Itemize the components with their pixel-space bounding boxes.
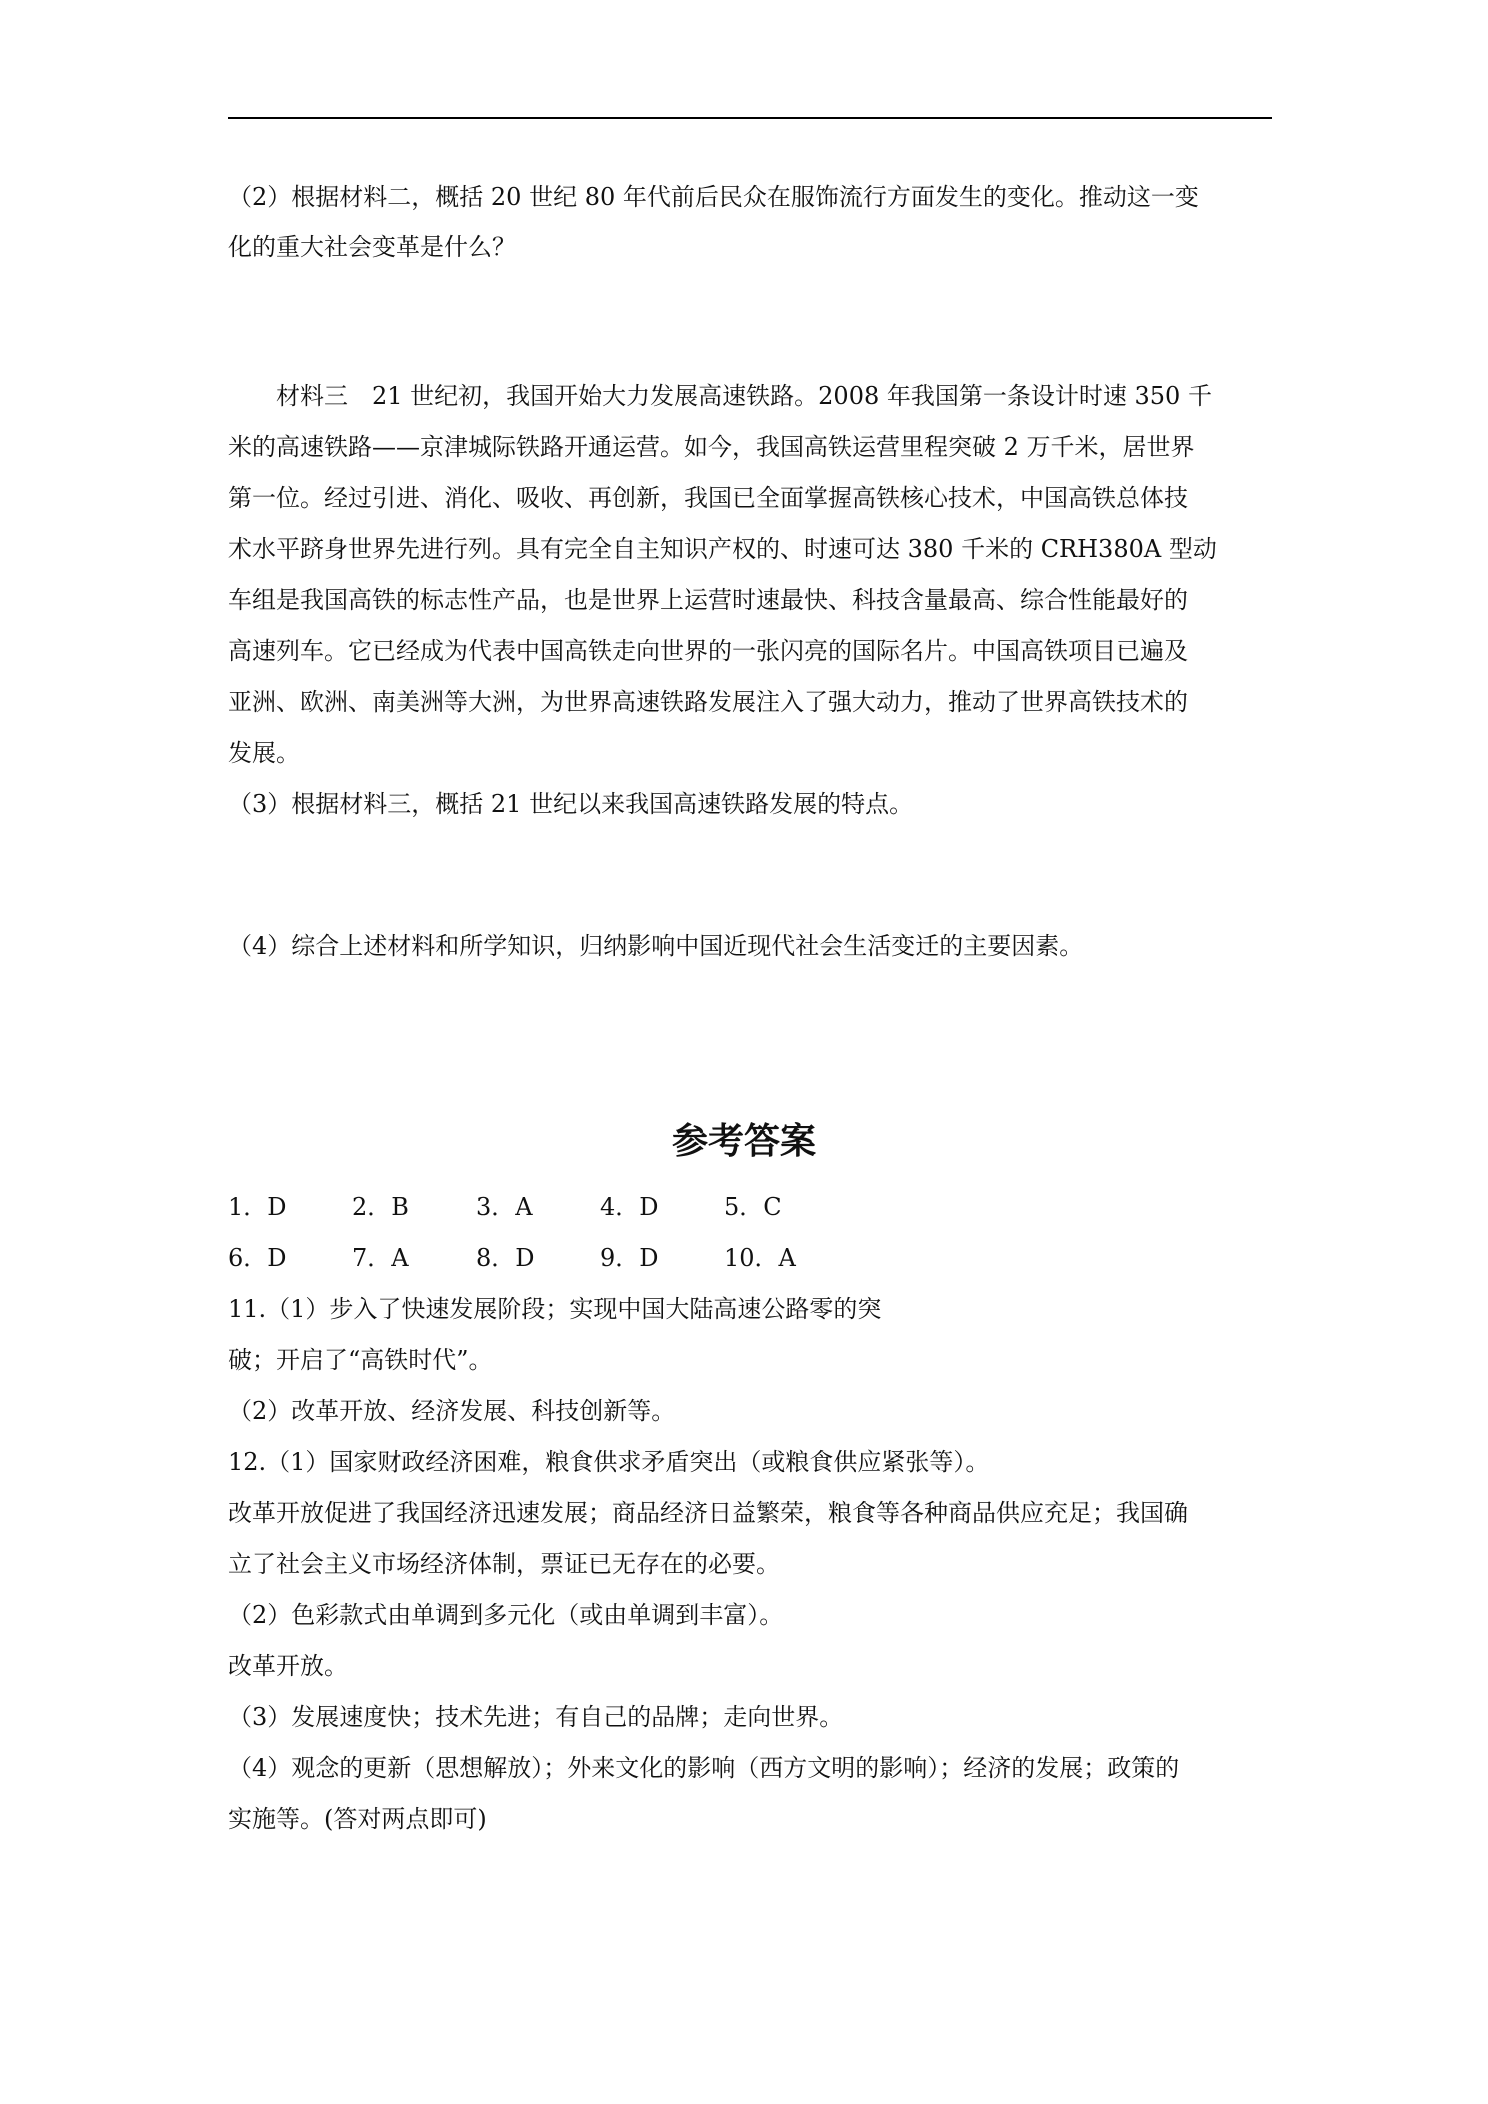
material-3-line-7: 亚洲、欧洲、南美洲等大洲，为世界高速铁路发展注入了强大动力，推动了世界高铁技术的 <box>228 688 1188 716</box>
material-3-line-2: 米的高速铁路——京津城际铁路开通运营。如今，我国高铁运营里程突破 2 万千米，居世界 <box>228 433 1195 461</box>
choice-answers-row-2 <box>228 1241 1272 1275</box>
header-rule <box>228 117 1272 119</box>
answer-line: 改革开放促进了我国经济迅速发展；商品经济日益繁荣，粮食等各种商品供应充足；我国确 <box>228 1499 1188 1527</box>
answer-line: 破；开启了“高铁时代”。 <box>228 1346 493 1374</box>
choice-answer: 2．B <box>352 1193 409 1221</box>
material-3-line-8: 发展。 <box>228 739 300 767</box>
choice-answer: 6．D <box>228 1244 287 1272</box>
choice-answers-row-1 <box>228 1190 1272 1224</box>
choice-answer: 3．A <box>476 1193 533 1221</box>
answer-line: （2）改革开放、经济发展、科技创新等。 <box>228 1397 676 1425</box>
answer-line: 实施等。(答对两点即可) <box>228 1805 487 1833</box>
question-2-line-2: 化的重大社会变革是什么？ <box>228 233 516 261</box>
choice-answer: 4．D <box>600 1193 659 1221</box>
question-2-line-1: （2）根据材料二，概括 20 世纪 80 年代前后民众在服饰流行方面发生的变化。推动这一变 <box>228 183 1199 211</box>
choice-answer: 1．D <box>228 1193 287 1221</box>
question-3: （3）根据材料三，概括 21 世纪以来我国高速铁路发展的特点。 <box>228 790 914 818</box>
answer-line: 11.（1）步入了快速发展阶段；实现中国大陆高速公路零的突 <box>228 1295 882 1323</box>
material-3-line-6: 高速列车。它已经成为代表中国高铁走向世界的一张闪亮的国际名片。中国高铁项目已遍及 <box>228 637 1188 665</box>
answer-line: （3）发展速度快；技术先进；有自己的品牌；走向世界。 <box>228 1703 844 1731</box>
question-4: （4）综合上述材料和所学知识，归纳影响中国近现代社会生活变迁的主要因素。 <box>228 932 1084 960</box>
answer-line: 立了社会主义市场经济体制，票证已无存在的必要。 <box>228 1550 780 1578</box>
answer-line: （2）色彩款式由单调到多元化（或由单调到丰富）。 <box>228 1601 784 1629</box>
material-3-line-3: 第一位。经过引进、消化、吸收、再创新，我国已全面掌握高铁核心技术，中国高铁总体技 <box>228 484 1188 512</box>
choice-answer: 10．A <box>724 1244 796 1272</box>
choice-answer: 9．D <box>600 1244 659 1272</box>
choice-answer: 7．A <box>352 1244 409 1272</box>
material-3-line-5: 车组是我国高铁的标志性产品，也是世界上运营时速最快、科技含量最高、综合性能最好的 <box>228 586 1188 614</box>
answer-title: 参考答案 <box>671 1121 816 1162</box>
answer-line: 改革开放。 <box>228 1652 348 1680</box>
choice-answer: 5．C <box>724 1193 782 1221</box>
answer-line: （4）观念的更新（思想解放）；外来文化的影响（西方文明的影响）；经济的发展；政策的 <box>228 1754 1180 1782</box>
material-3-line-1: 材料三 21 世纪初，我国开始大力发展高速铁路。2008 年我国第一条设计时速 350 千 <box>276 382 1212 410</box>
choice-answer: 8．D <box>476 1244 535 1272</box>
answer-line: 12.（1）国家财政经济困难，粮食供求矛盾突出（或粮食供应紧张等）。 <box>228 1448 990 1476</box>
material-3-line-4: 术水平跻身世界先进行列。具有完全自主知识产权的、时速可达 380 千米的 CRH380A 型动 <box>228 535 1217 563</box>
